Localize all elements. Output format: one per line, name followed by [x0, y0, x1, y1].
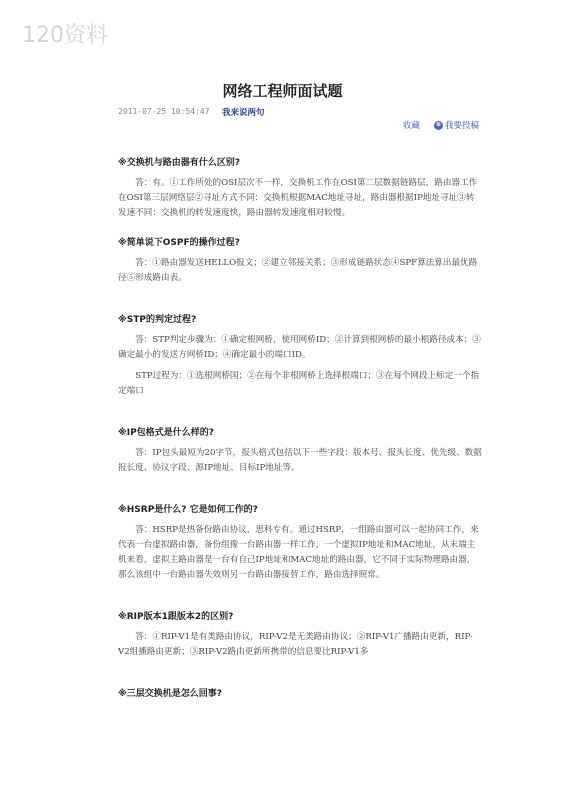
- watermark-logo: 120资料: [22, 23, 108, 48]
- article-actions: [403, 119, 479, 131]
- user-icon: [434, 121, 443, 130]
- question-heading: ※交换机与路由器有什么区别?: [118, 158, 240, 168]
- question-heading: ※HSRP是什么? 它是如何工作的?: [118, 505, 258, 515]
- answer-paragraph: 答：STP判定步骤为：①确定根网桥，使用网桥ID；②计算到根网桥的最小根路径成本；③确定最小的发送方网桥ID；④确定最小的端口ID。: [118, 335, 481, 360]
- article-body: [118, 155, 483, 713]
- answer-paragraph: 答：HSRP是热备份路由协议，思科专有。通过HSRP，一组路由器可以一起协同工作，来代表一台虚拟路由器，备份组像一台路由器一样工作，一个虚拟IP地址和MAC地址，从末端主机来看，虚拟主路由器是一台有自己IP地址和MAC地址的路由器，它不同于实际物理路由器，那么该组中一台路由器失效则另一台路由器接替工作，路由选择照常。: [118, 525, 479, 580]
- answer-paragraph: 答：IP包头最短为20字节，报头格式包括以下一些字段：版本号、报头长度、优先级、数据报长度、协议字段、源IP地址、目标IP地址等。: [118, 448, 482, 473]
- qa-section: [118, 686, 483, 699]
- answer-paragraph: STP过程为：①选根网桥国；②在每个非根网桥上选择根端口；③在每个网段上标定一个指定端口: [118, 371, 480, 396]
- qa-section: [118, 312, 483, 399]
- article-title: 网络工程师面试题: [222, 82, 343, 100]
- qa-section: [118, 502, 483, 583]
- qa-section: [118, 425, 483, 476]
- qa-section: [118, 609, 483, 660]
- favorite-link[interactable]: 收藏: [402, 121, 420, 131]
- answer-paragraph: 答：①路由器发送HELLO报文；②建立邻接关系；③形成链路状态④SPF算法算出最优路径⑤形成路由表。: [118, 258, 478, 283]
- comment-link[interactable]: 我来说两句: [222, 108, 265, 118]
- article-timestamp: 2011-07-25 10:54:47: [118, 107, 210, 116]
- qa-section: [118, 155, 483, 221]
- question-heading: ※IP包格式是什么样的?: [118, 428, 214, 438]
- question-heading: ※三层交换机是怎么回事?: [118, 689, 222, 699]
- question-heading: ※RIP版本1跟版本2的区别?: [118, 612, 234, 622]
- answer-paragraph: 答：有。①工作所处的OSI层次不一样，交换机工作在OSI第二层数据链路层，路由器工作在OSI第三层网络层②寻址方式不同：交换机根据MAC地址寻址，路由器根据IP地址寻址③转发速不同：交换机的转发速度快，路由器转发速度相对较慢。: [118, 178, 478, 218]
- question-heading: ※STP的判定过程?: [118, 315, 197, 325]
- submit-link[interactable]: [434, 119, 479, 131]
- answer-paragraph: 答：①RIP-V1是有类路由协议，RIP-V2是无类路由协议；②RIP-V1广播路由更新，RIP-V2组播路由更新；③RIP-V2路由更新所携带的信息要比RIP-V1多: [118, 632, 473, 657]
- question-heading: ※简单说下OSPF的操作过程?: [118, 238, 240, 248]
- submit-label: 我要投稿: [444, 121, 479, 131]
- qa-section: [118, 235, 483, 286]
